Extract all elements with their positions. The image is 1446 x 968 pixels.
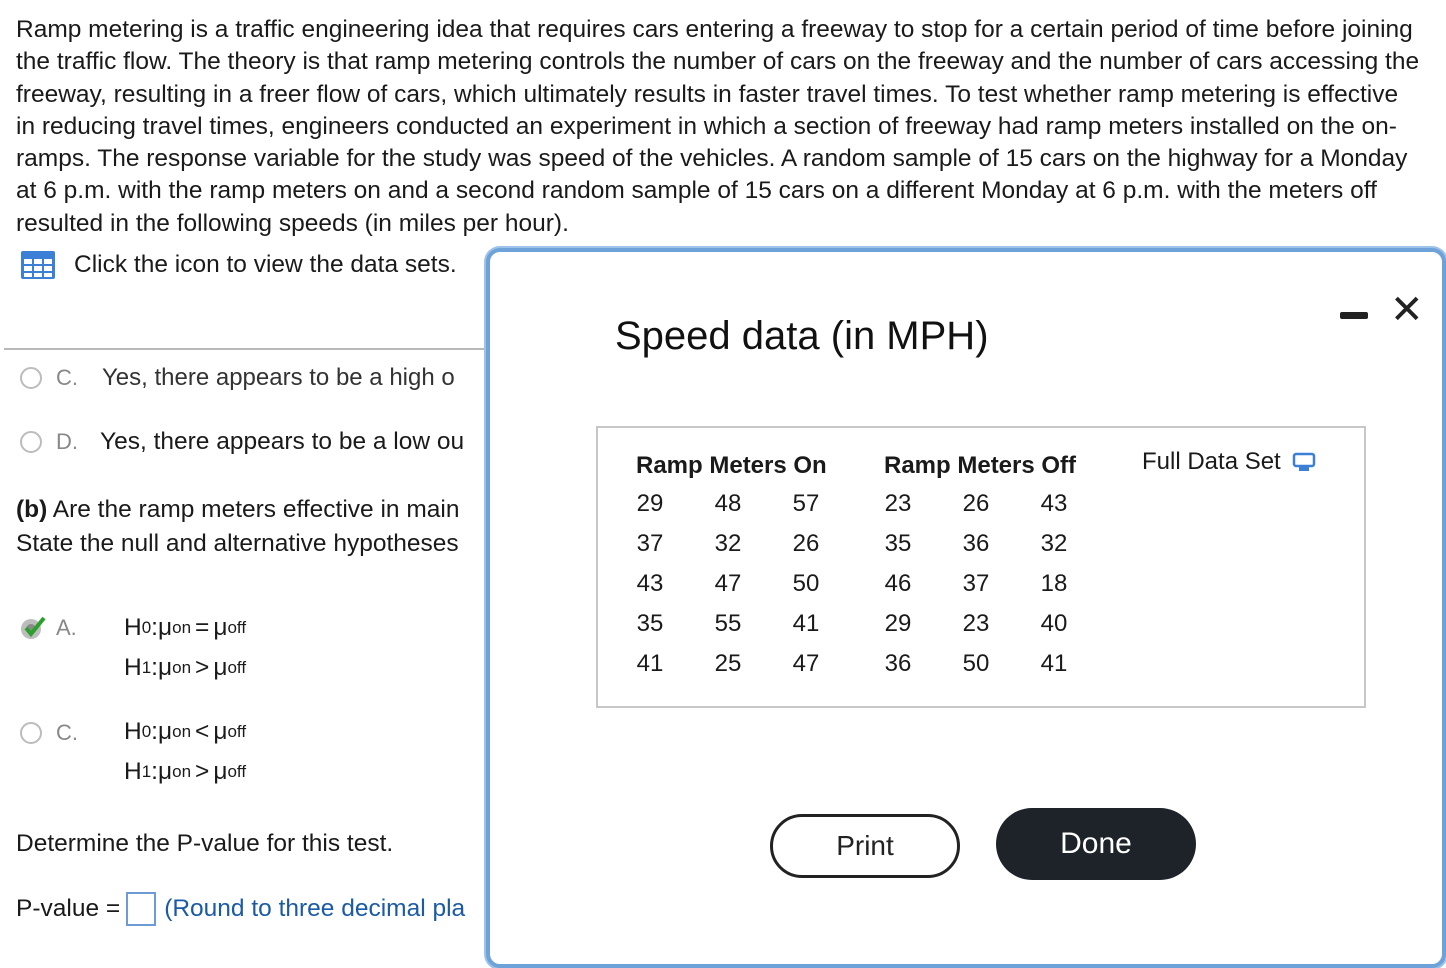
table-cell: 37 — [636, 530, 664, 557]
table-cell: 47 — [714, 570, 742, 597]
col-header-on: Ramp Meters On — [636, 452, 827, 479]
table-cell: 25 — [714, 650, 742, 677]
h1-line: H 1 : μ on > μ off — [124, 654, 247, 681]
selected-check-icon[interactable] — [20, 614, 48, 642]
table-cell: 32 — [1040, 530, 1068, 557]
table-cell: 29 — [884, 610, 912, 637]
table-cell: 35 — [636, 610, 664, 637]
table-cell: 43 — [636, 570, 664, 597]
table-cell: 48 — [714, 490, 742, 517]
data-sets-link-text[interactable]: Click the icon to view the data sets. — [74, 251, 457, 278]
part-b-line1: Are the ramp meters effective in main — [47, 496, 460, 523]
h0-line: H 0 : μ on = μ off — [124, 614, 247, 641]
table-cell: 50 — [962, 650, 990, 677]
table-cell: 41 — [792, 610, 820, 637]
copy-icon[interactable] — [1291, 450, 1317, 474]
pvalue-label: P-value = — [16, 895, 121, 922]
table-cell: 57 — [792, 490, 820, 517]
option-d-text: Yes, there appears to be a low ou — [100, 428, 465, 455]
table-cell: 18 — [1040, 570, 1068, 597]
option-c-letter: C. — [56, 365, 78, 390]
option-c-partial — [20, 364, 490, 404]
table-cell: 36 — [962, 530, 990, 557]
table-cell: 37 — [962, 570, 990, 597]
table-cell: 26 — [792, 530, 820, 557]
table-cell: 50 — [792, 570, 820, 597]
option-d[interactable] — [20, 428, 490, 456]
h1-relation: > — [195, 758, 210, 785]
divider — [4, 348, 486, 350]
pvalue-input[interactable] — [126, 892, 156, 926]
pvalue-hint: (Round to three decimal pla — [164, 895, 466, 922]
table-cell: 43 — [1040, 490, 1068, 517]
data-sets-link[interactable] — [20, 250, 457, 280]
option-c-hyp-letter: C. — [56, 720, 78, 745]
option-a-letter: A. — [56, 615, 77, 640]
option-d-radio[interactable] — [20, 431, 42, 453]
table-cell: 47 — [792, 650, 820, 677]
table-cell: 23 — [884, 490, 912, 517]
h1-line: H 1 : μ on > μ off — [124, 758, 247, 785]
hypothesis-option-a[interactable] — [20, 608, 246, 688]
hypothesis-option-c[interactable] — [20, 712, 246, 792]
h0-line: H 0 : μ on < μ off — [124, 718, 247, 745]
h1-relation: > — [195, 654, 210, 681]
col-header-off: Ramp Meters Off — [884, 452, 1077, 479]
table-cell: 40 — [1040, 610, 1068, 637]
part-b-label: (b) — [16, 496, 48, 523]
option-c-hyp-radio[interactable] — [20, 722, 42, 744]
pvalue-prompt: Determine the P-value for this test. — [16, 830, 394, 857]
part-b-question — [16, 493, 486, 561]
option-c-text: Yes, there appears to be a high o — [102, 364, 455, 391]
table-cell: 23 — [962, 610, 990, 637]
speed-data-dialog — [486, 248, 1446, 968]
table-cell: 41 — [636, 650, 664, 677]
data-table-icon[interactable] — [20, 250, 56, 280]
h0-relation: < — [195, 718, 210, 745]
part-b-line2: State the null and alternative hypotheses — [16, 530, 459, 557]
close-icon[interactable]: ✕ — [1390, 288, 1424, 332]
h0-relation: = — [195, 614, 210, 641]
table-cell: 26 — [962, 490, 990, 517]
table-cell: 55 — [714, 610, 742, 637]
pvalue-row — [16, 892, 465, 926]
full-data-set-text[interactable]: Full Data Set — [1142, 448, 1281, 475]
option-d-letter: D. — [56, 429, 78, 454]
table-cell: 32 — [714, 530, 742, 557]
speed-data-table — [596, 426, 1366, 708]
minimize-icon[interactable] — [1340, 312, 1368, 319]
table-cell: 41 — [1040, 650, 1068, 677]
table-cell: 35 — [884, 530, 912, 557]
print-button[interactable]: Print — [770, 814, 960, 878]
done-button[interactable]: Done — [996, 808, 1196, 880]
table-cell: 29 — [636, 490, 664, 517]
table-cell: 46 — [884, 570, 912, 597]
option-c-radio[interactable] — [20, 367, 42, 389]
question-intro: Ramp metering is a traffic engineering idea that requires cars entering a freeway to stop for a certain period of time before joining the traffic flow. The theory is that ramp metering controls the number of cars on the freeway and the number of cars accessing the freeway, resulting in a freer flow of cars, which ultimately results in faster travel times. To test whether ramp metering is effective in reducing travel times, engineers conducted an experiment in which a section of freeway had ramp meters installed on the on-ramps. The response variable for the study was speed of the vehicles. A random sample of 15 cars on the highway for a Monday at 6 p.m. with the ramp meters on and a second random sample of 15 cars on a different Monday at 6 p.m. with the meters off resulted in the following speeds (in miles per hour). — [16, 16, 1420, 237]
full-data-set-link[interactable] — [1142, 448, 1317, 476]
dialog-title: Speed data (in MPH) — [615, 314, 989, 358]
table-cell: 36 — [884, 650, 912, 677]
